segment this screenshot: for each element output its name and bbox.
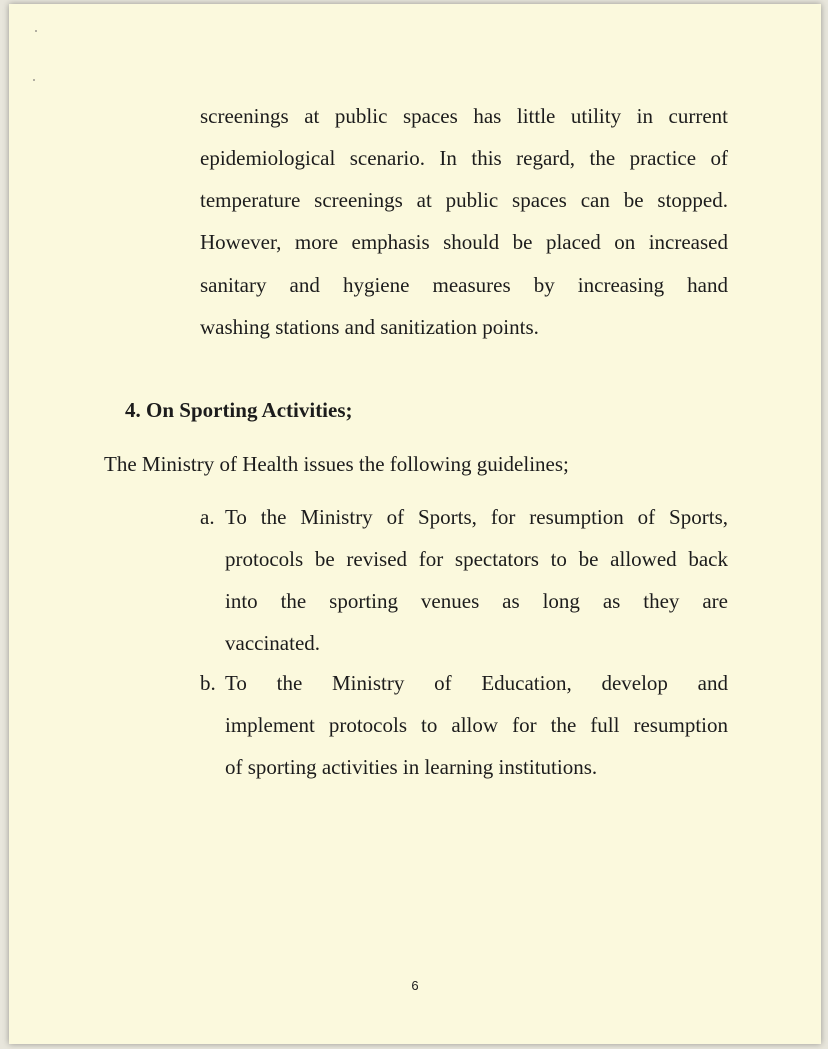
page-number: 6 [411, 978, 419, 993]
list-item-b-line-1: To the Ministry of Education, develop and [225, 671, 728, 695]
intro-line: The Ministry of Health issues the following guidelines; [104, 452, 569, 476]
list-marker-b: b. [200, 671, 216, 695]
paragraph-line-4: However, more emphasis should be placed on increased [200, 230, 728, 254]
list-marker-a: a. [200, 505, 215, 529]
section-heading: 4. On Sporting Activities; [125, 398, 353, 422]
scan-speck [35, 30, 37, 32]
list-item-a-line-2: protocols be revised for spectators to be allowed back [225, 547, 728, 571]
paragraph-line-5: sanitary and hygiene measures by increasing hand [200, 273, 728, 297]
paragraph-line-2: epidemiological scenario. In this regard, the practice of [200, 146, 728, 170]
scan-speck [33, 79, 35, 81]
list-item-a-line-1: To the Ministry of Sports, for resumption of Sports, [225, 505, 728, 529]
document-page [9, 4, 821, 1044]
list-item-a-line-3: into the sporting venues as long as they are [225, 589, 728, 613]
list-item-b-line-2: implement protocols to allow for the full resumption [225, 713, 728, 737]
paragraph-line-6: washing stations and sanitization points. [200, 315, 539, 339]
paragraph-line-3: temperature screenings at public spaces can be stopped. [200, 188, 728, 212]
paragraph-line-1: screenings at public spaces has little utility in current [200, 104, 728, 128]
list-item-a-line-4: vaccinated. [225, 631, 321, 655]
list-item-b-line-3: of sporting activities in learning institutions. [225, 755, 598, 779]
